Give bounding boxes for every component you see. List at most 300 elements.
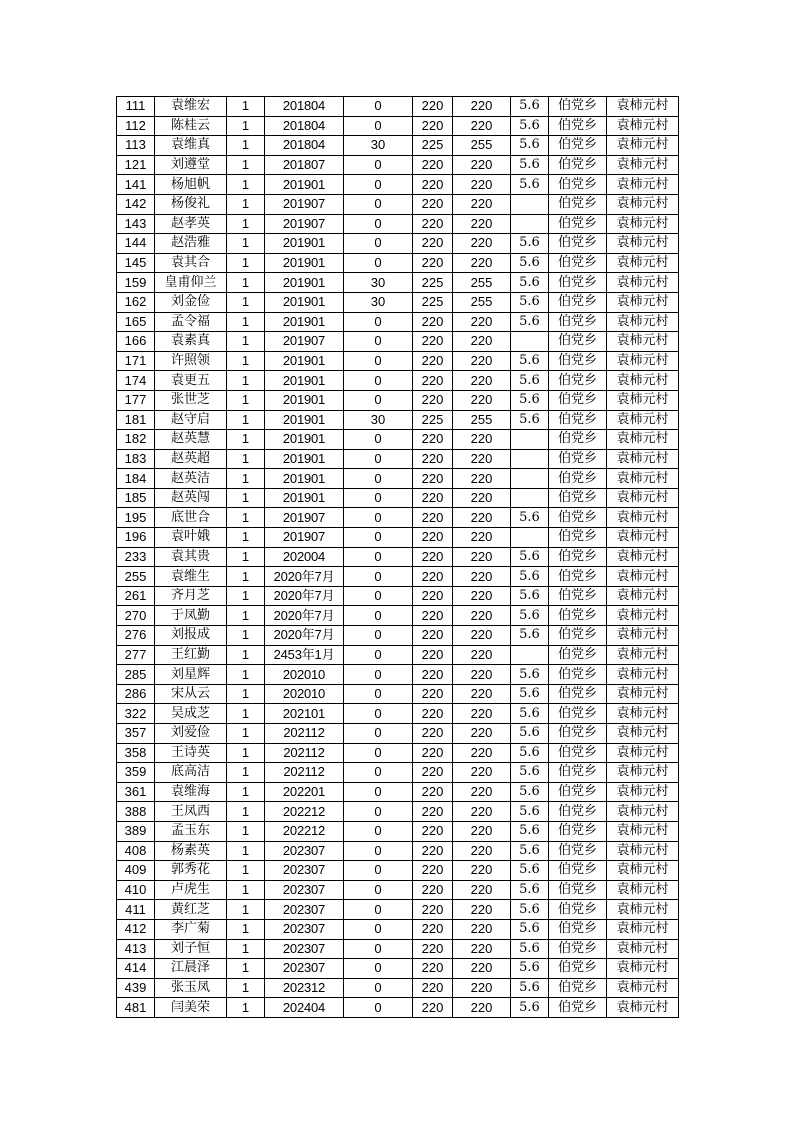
person-name-cell: 袁维海 xyxy=(155,782,227,802)
extra-amount-cell: 0 xyxy=(344,782,413,802)
table-row xyxy=(117,763,679,783)
start-date-cell: 201901 xyxy=(265,253,344,273)
person-name-cell: 袁叶娥 xyxy=(155,528,227,548)
count-cell: 1 xyxy=(227,116,265,136)
township-cell: 伯党乡 xyxy=(549,214,607,234)
village-cell: 袁柿元村 xyxy=(607,586,679,606)
record-number-cell: 358 xyxy=(117,743,155,763)
total-amount-cell: 220 xyxy=(453,704,511,724)
person-name-cell: 齐月芝 xyxy=(155,586,227,606)
count-cell: 1 xyxy=(227,665,265,685)
start-date-cell: 202212 xyxy=(265,821,344,841)
village-cell: 袁柿元村 xyxy=(607,390,679,410)
base-amount-cell: 220 xyxy=(413,919,453,939)
total-amount-cell: 220 xyxy=(453,488,511,508)
township-cell: 伯党乡 xyxy=(549,998,607,1018)
village-cell: 袁柿元村 xyxy=(607,332,679,352)
rate-cell: 5.6 xyxy=(511,841,549,861)
count-cell: 1 xyxy=(227,312,265,332)
township-cell: 伯党乡 xyxy=(549,410,607,430)
extra-amount-cell: 0 xyxy=(344,959,413,979)
person-name-cell: 江晨泽 xyxy=(155,959,227,979)
rate-cell: 5.6 xyxy=(511,665,549,685)
person-name-cell: 赵英洁 xyxy=(155,469,227,489)
start-date-cell: 201907 xyxy=(265,528,344,548)
person-name-cell: 赵英闯 xyxy=(155,488,227,508)
table-row xyxy=(117,508,679,528)
table-row xyxy=(117,861,679,881)
table-row xyxy=(117,626,679,646)
township-cell: 伯党乡 xyxy=(549,390,607,410)
record-number-cell: 142 xyxy=(117,194,155,214)
township-cell: 伯党乡 xyxy=(549,116,607,136)
count-cell: 1 xyxy=(227,919,265,939)
base-amount-cell: 220 xyxy=(413,939,453,959)
record-number-cell: 414 xyxy=(117,959,155,979)
count-cell: 1 xyxy=(227,626,265,646)
count-cell: 1 xyxy=(227,704,265,724)
village-cell: 袁柿元村 xyxy=(607,528,679,548)
person-name-cell: 赵浩雅 xyxy=(155,234,227,254)
township-cell: 伯党乡 xyxy=(549,528,607,548)
total-amount-cell: 220 xyxy=(453,900,511,920)
total-amount-cell: 220 xyxy=(453,919,511,939)
person-name-cell: 刘星辉 xyxy=(155,665,227,685)
count-cell: 1 xyxy=(227,273,265,293)
extra-amount-cell: 0 xyxy=(344,978,413,998)
start-date-cell: 202112 xyxy=(265,763,344,783)
table-row xyxy=(117,802,679,822)
rate-cell: 5.6 xyxy=(511,763,549,783)
table-row xyxy=(117,880,679,900)
table-row xyxy=(117,97,679,117)
count-cell: 1 xyxy=(227,841,265,861)
extra-amount-cell: 0 xyxy=(344,430,413,450)
rate-cell: 5.6 xyxy=(511,959,549,979)
record-number-cell: 174 xyxy=(117,371,155,391)
count-cell: 1 xyxy=(227,763,265,783)
village-cell: 袁柿元村 xyxy=(607,567,679,587)
start-date-cell: 202307 xyxy=(265,861,344,881)
rate-cell: 5.6 xyxy=(511,978,549,998)
start-date-cell: 201901 xyxy=(265,410,344,430)
extra-amount-cell: 30 xyxy=(344,410,413,430)
start-date-cell: 201901 xyxy=(265,371,344,391)
total-amount-cell: 220 xyxy=(453,194,511,214)
base-amount-cell: 220 xyxy=(413,97,453,117)
person-name-cell: 袁更五 xyxy=(155,371,227,391)
township-cell: 伯党乡 xyxy=(549,645,607,665)
record-number-cell: 182 xyxy=(117,430,155,450)
start-date-cell: 201901 xyxy=(265,488,344,508)
township-cell: 伯党乡 xyxy=(549,743,607,763)
extra-amount-cell: 0 xyxy=(344,528,413,548)
start-date-cell: 202112 xyxy=(265,743,344,763)
table-row xyxy=(117,998,679,1018)
base-amount-cell: 220 xyxy=(413,430,453,450)
table-row xyxy=(117,292,679,312)
start-date-cell: 202307 xyxy=(265,919,344,939)
township-cell: 伯党乡 xyxy=(549,567,607,587)
township-cell: 伯党乡 xyxy=(549,175,607,195)
township-cell: 伯党乡 xyxy=(549,253,607,273)
base-amount-cell: 220 xyxy=(413,155,453,175)
start-date-cell: 2020年7月 xyxy=(265,606,344,626)
rate-cell: 5.6 xyxy=(511,626,549,646)
extra-amount-cell: 0 xyxy=(344,332,413,352)
base-amount-cell: 220 xyxy=(413,959,453,979)
record-number-cell: 359 xyxy=(117,763,155,783)
record-number-cell: 357 xyxy=(117,724,155,744)
extra-amount-cell: 0 xyxy=(344,684,413,704)
table-row xyxy=(117,116,679,136)
township-cell: 伯党乡 xyxy=(549,978,607,998)
count-cell: 1 xyxy=(227,155,265,175)
rate-cell: 5.6 xyxy=(511,116,549,136)
base-amount-cell: 220 xyxy=(413,116,453,136)
start-date-cell: 202404 xyxy=(265,998,344,1018)
table-row xyxy=(117,959,679,979)
extra-amount-cell: 0 xyxy=(344,645,413,665)
base-amount-cell: 220 xyxy=(413,332,453,352)
rate-cell xyxy=(511,645,549,665)
record-number-cell: 481 xyxy=(117,998,155,1018)
village-cell: 袁柿元村 xyxy=(607,234,679,254)
start-date-cell: 202307 xyxy=(265,900,344,920)
township-cell: 伯党乡 xyxy=(549,136,607,156)
total-amount-cell: 220 xyxy=(453,724,511,744)
village-cell: 袁柿元村 xyxy=(607,861,679,881)
person-name-cell: 底世合 xyxy=(155,508,227,528)
count-cell: 1 xyxy=(227,194,265,214)
total-amount-cell: 220 xyxy=(453,626,511,646)
village-cell: 袁柿元村 xyxy=(607,626,679,646)
extra-amount-cell: 0 xyxy=(344,234,413,254)
base-amount-cell: 220 xyxy=(413,704,453,724)
record-number-cell: 277 xyxy=(117,645,155,665)
base-amount-cell: 220 xyxy=(413,802,453,822)
table-row xyxy=(117,978,679,998)
record-number-cell: 111 xyxy=(117,97,155,117)
record-number-cell: 121 xyxy=(117,155,155,175)
village-cell: 袁柿元村 xyxy=(607,998,679,1018)
rate-cell: 5.6 xyxy=(511,136,549,156)
table-row xyxy=(117,586,679,606)
extra-amount-cell: 0 xyxy=(344,97,413,117)
start-date-cell: 2020年7月 xyxy=(265,626,344,646)
township-cell: 伯党乡 xyxy=(549,606,607,626)
total-amount-cell: 220 xyxy=(453,665,511,685)
base-amount-cell: 220 xyxy=(413,841,453,861)
extra-amount-cell: 0 xyxy=(344,880,413,900)
extra-amount-cell: 0 xyxy=(344,214,413,234)
extra-amount-cell: 0 xyxy=(344,175,413,195)
township-cell: 伯党乡 xyxy=(549,802,607,822)
table-row xyxy=(117,312,679,332)
extra-amount-cell: 0 xyxy=(344,939,413,959)
rate-cell: 5.6 xyxy=(511,175,549,195)
person-name-cell: 袁素真 xyxy=(155,332,227,352)
person-name-cell: 吴成芝 xyxy=(155,704,227,724)
township-cell: 伯党乡 xyxy=(549,332,607,352)
total-amount-cell: 220 xyxy=(453,430,511,450)
person-name-cell: 杨俊礼 xyxy=(155,194,227,214)
rate-cell xyxy=(511,469,549,489)
count-cell: 1 xyxy=(227,430,265,450)
count-cell: 1 xyxy=(227,684,265,704)
base-amount-cell: 225 xyxy=(413,273,453,293)
township-cell: 伯党乡 xyxy=(549,841,607,861)
total-amount-cell: 220 xyxy=(453,645,511,665)
start-date-cell: 202010 xyxy=(265,665,344,685)
person-name-cell: 底高洁 xyxy=(155,763,227,783)
start-date-cell: 201901 xyxy=(265,469,344,489)
count-cell: 1 xyxy=(227,821,265,841)
township-cell: 伯党乡 xyxy=(549,704,607,724)
start-date-cell: 201901 xyxy=(265,292,344,312)
table-row xyxy=(117,919,679,939)
village-cell: 袁柿元村 xyxy=(607,919,679,939)
person-name-cell: 刘爱俭 xyxy=(155,724,227,744)
village-cell: 袁柿元村 xyxy=(607,194,679,214)
rate-cell: 5.6 xyxy=(511,410,549,430)
extra-amount-cell: 0 xyxy=(344,919,413,939)
village-cell: 袁柿元村 xyxy=(607,684,679,704)
record-number-cell: 270 xyxy=(117,606,155,626)
table-row xyxy=(117,645,679,665)
person-name-cell: 赵英慧 xyxy=(155,430,227,450)
table-row xyxy=(117,821,679,841)
table-row xyxy=(117,665,679,685)
village-cell: 袁柿元村 xyxy=(607,312,679,332)
record-number-cell: 408 xyxy=(117,841,155,861)
village-cell: 袁柿元村 xyxy=(607,743,679,763)
table-row xyxy=(117,449,679,469)
table-row xyxy=(117,430,679,450)
extra-amount-cell: 0 xyxy=(344,861,413,881)
base-amount-cell: 220 xyxy=(413,194,453,214)
count-cell: 1 xyxy=(227,390,265,410)
table-row xyxy=(117,606,679,626)
count-cell: 1 xyxy=(227,547,265,567)
township-cell: 伯党乡 xyxy=(549,371,607,391)
township-cell: 伯党乡 xyxy=(549,234,607,254)
base-amount-cell: 220 xyxy=(413,547,453,567)
record-number-cell: 177 xyxy=(117,390,155,410)
record-number-cell: 412 xyxy=(117,919,155,939)
person-name-cell: 刘金俭 xyxy=(155,292,227,312)
start-date-cell: 201907 xyxy=(265,508,344,528)
person-name-cell: 袁维生 xyxy=(155,567,227,587)
person-name-cell: 赵孝英 xyxy=(155,214,227,234)
base-amount-cell: 220 xyxy=(413,743,453,763)
person-name-cell: 宋从云 xyxy=(155,684,227,704)
start-date-cell: 201804 xyxy=(265,97,344,117)
total-amount-cell: 220 xyxy=(453,978,511,998)
base-amount-cell: 220 xyxy=(413,606,453,626)
total-amount-cell: 220 xyxy=(453,547,511,567)
record-number-cell: 143 xyxy=(117,214,155,234)
total-amount-cell: 220 xyxy=(453,684,511,704)
person-name-cell: 赵守启 xyxy=(155,410,227,430)
extra-amount-cell: 30 xyxy=(344,273,413,293)
township-cell: 伯党乡 xyxy=(549,155,607,175)
table-row xyxy=(117,724,679,744)
count-cell: 1 xyxy=(227,469,265,489)
count-cell: 1 xyxy=(227,214,265,234)
township-cell: 伯党乡 xyxy=(549,586,607,606)
rate-cell: 5.6 xyxy=(511,919,549,939)
extra-amount-cell: 30 xyxy=(344,136,413,156)
record-number-cell: 361 xyxy=(117,782,155,802)
start-date-cell: 2453年1月 xyxy=(265,645,344,665)
village-cell: 袁柿元村 xyxy=(607,97,679,117)
village-cell: 袁柿元村 xyxy=(607,430,679,450)
village-cell: 袁柿元村 xyxy=(607,253,679,273)
rate-cell xyxy=(511,214,549,234)
count-cell: 1 xyxy=(227,978,265,998)
extra-amount-cell: 0 xyxy=(344,743,413,763)
count-cell: 1 xyxy=(227,136,265,156)
rate-cell: 5.6 xyxy=(511,900,549,920)
extra-amount-cell: 0 xyxy=(344,155,413,175)
record-number-cell: 410 xyxy=(117,880,155,900)
count-cell: 1 xyxy=(227,371,265,391)
rate-cell: 5.6 xyxy=(511,371,549,391)
total-amount-cell: 220 xyxy=(453,528,511,548)
base-amount-cell: 220 xyxy=(413,351,453,371)
start-date-cell: 201901 xyxy=(265,234,344,254)
extra-amount-cell: 0 xyxy=(344,116,413,136)
base-amount-cell: 225 xyxy=(413,292,453,312)
count-cell: 1 xyxy=(227,528,265,548)
table-row xyxy=(117,684,679,704)
count-cell: 1 xyxy=(227,724,265,744)
start-date-cell: 202201 xyxy=(265,782,344,802)
person-name-cell: 袁其合 xyxy=(155,253,227,273)
table-row xyxy=(117,194,679,214)
extra-amount-cell: 0 xyxy=(344,390,413,410)
total-amount-cell: 255 xyxy=(453,292,511,312)
extra-amount-cell: 0 xyxy=(344,665,413,685)
count-cell: 1 xyxy=(227,645,265,665)
record-number-cell: 171 xyxy=(117,351,155,371)
township-cell: 伯党乡 xyxy=(549,194,607,214)
table-row xyxy=(117,410,679,430)
count-cell: 1 xyxy=(227,782,265,802)
township-cell: 伯党乡 xyxy=(549,449,607,469)
table-row xyxy=(117,547,679,567)
village-cell: 袁柿元村 xyxy=(607,724,679,744)
total-amount-cell: 220 xyxy=(453,802,511,822)
record-number-cell: 145 xyxy=(117,253,155,273)
person-name-cell: 张世芝 xyxy=(155,390,227,410)
total-amount-cell: 220 xyxy=(453,116,511,136)
township-cell: 伯党乡 xyxy=(549,959,607,979)
rate-cell: 5.6 xyxy=(511,724,549,744)
base-amount-cell: 220 xyxy=(413,567,453,587)
count-cell: 1 xyxy=(227,332,265,352)
start-date-cell: 201901 xyxy=(265,351,344,371)
start-date-cell: 202307 xyxy=(265,880,344,900)
record-number-cell: 413 xyxy=(117,939,155,959)
village-cell: 袁柿元村 xyxy=(607,155,679,175)
count-cell: 1 xyxy=(227,802,265,822)
total-amount-cell: 220 xyxy=(453,253,511,273)
extra-amount-cell: 0 xyxy=(344,841,413,861)
total-amount-cell: 220 xyxy=(453,880,511,900)
person-name-cell: 杨旭帆 xyxy=(155,175,227,195)
record-number-cell: 159 xyxy=(117,273,155,293)
table-row xyxy=(117,939,679,959)
extra-amount-cell: 0 xyxy=(344,567,413,587)
total-amount-cell: 220 xyxy=(453,821,511,841)
table-row xyxy=(117,332,679,352)
extra-amount-cell: 0 xyxy=(344,312,413,332)
start-date-cell: 201807 xyxy=(265,155,344,175)
record-number-cell: 112 xyxy=(117,116,155,136)
village-cell: 袁柿元村 xyxy=(607,959,679,979)
person-name-cell: 袁维宏 xyxy=(155,97,227,117)
township-cell: 伯党乡 xyxy=(549,821,607,841)
township-cell: 伯党乡 xyxy=(549,430,607,450)
start-date-cell: 201907 xyxy=(265,214,344,234)
village-cell: 袁柿元村 xyxy=(607,763,679,783)
total-amount-cell: 220 xyxy=(453,97,511,117)
table-row xyxy=(117,214,679,234)
table-row xyxy=(117,234,679,254)
total-amount-cell: 220 xyxy=(453,351,511,371)
rate-cell xyxy=(511,194,549,214)
village-cell: 袁柿元村 xyxy=(607,802,679,822)
township-cell: 伯党乡 xyxy=(549,724,607,744)
record-number-cell: 184 xyxy=(117,469,155,489)
rate-cell: 5.6 xyxy=(511,861,549,881)
start-date-cell: 201901 xyxy=(265,449,344,469)
table-row xyxy=(117,371,679,391)
base-amount-cell: 220 xyxy=(413,645,453,665)
total-amount-cell: 220 xyxy=(453,214,511,234)
village-cell: 袁柿元村 xyxy=(607,449,679,469)
extra-amount-cell: 0 xyxy=(344,998,413,1018)
base-amount-cell: 225 xyxy=(413,410,453,430)
base-amount-cell: 220 xyxy=(413,175,453,195)
record-number-cell: 195 xyxy=(117,508,155,528)
count-cell: 1 xyxy=(227,292,265,312)
rate-cell: 5.6 xyxy=(511,312,549,332)
base-amount-cell: 220 xyxy=(413,880,453,900)
village-cell: 袁柿元村 xyxy=(607,841,679,861)
record-number-cell: 233 xyxy=(117,547,155,567)
count-cell: 1 xyxy=(227,861,265,881)
start-date-cell: 201804 xyxy=(265,116,344,136)
rate-cell xyxy=(511,430,549,450)
person-name-cell: 刘遵堂 xyxy=(155,155,227,175)
total-amount-cell: 220 xyxy=(453,312,511,332)
record-number-cell: 196 xyxy=(117,528,155,548)
base-amount-cell: 220 xyxy=(413,390,453,410)
count-cell: 1 xyxy=(227,449,265,469)
person-name-cell: 袁维真 xyxy=(155,136,227,156)
rate-cell: 5.6 xyxy=(511,292,549,312)
extra-amount-cell: 0 xyxy=(344,469,413,489)
village-cell: 袁柿元村 xyxy=(607,508,679,528)
township-cell: 伯党乡 xyxy=(549,880,607,900)
extra-amount-cell: 0 xyxy=(344,704,413,724)
base-amount-cell: 220 xyxy=(413,763,453,783)
village-cell: 袁柿元村 xyxy=(607,645,679,665)
rate-cell: 5.6 xyxy=(511,567,549,587)
